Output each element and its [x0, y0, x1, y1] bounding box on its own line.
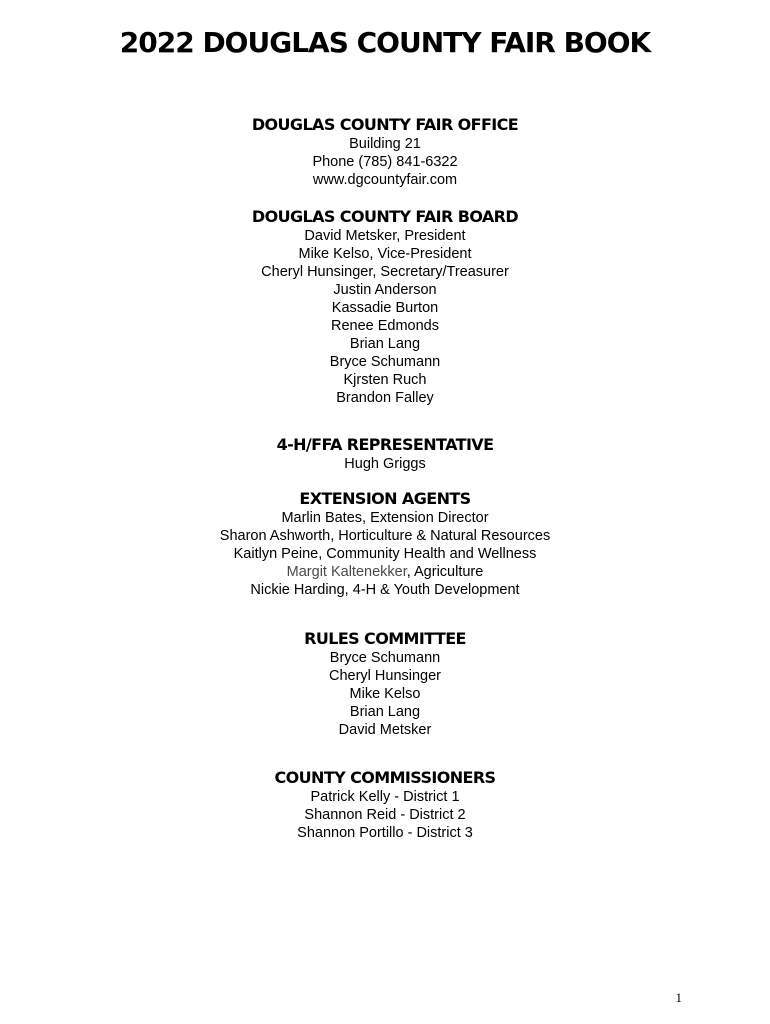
- fair-board-member: Brandon Falley: [336, 390, 434, 406]
- rules-committee-heading: RULES COMMITTEE: [304, 629, 466, 648]
- commissioner: Shannon Reid - District 2: [304, 807, 466, 823]
- extension-agent: Marlin Bates, Extension Director: [281, 510, 489, 526]
- fair-board-member: Kassadie Burton: [331, 300, 439, 316]
- extension-agent: Kaitlyn Peine, Community Health and Wellness: [233, 546, 537, 562]
- fair-board-member: David Metsker, President: [304, 228, 466, 244]
- fair-board-heading: DOUGLAS COUNTY FAIR BOARD: [251, 207, 519, 226]
- fair-board-member: Kjrsten Ruch: [343, 372, 427, 388]
- fair-office-section: [0, 115, 770, 189]
- extension-agents-heading: EXTENSION AGENTS: [299, 489, 471, 508]
- rules-committee-member: Bryce Schumann: [329, 650, 441, 666]
- extension-agent: Sharon Ashworth, Horticulture & Natural Resources: [219, 528, 551, 544]
- extension-agent: Nickie Harding, 4-H & Youth Development: [250, 582, 520, 598]
- fair-board-section: [0, 207, 770, 407]
- fair-office-website: www.dgcountyfair.com: [312, 172, 458, 188]
- rules-committee-member: Mike Kelso: [349, 686, 421, 702]
- page-number: 1: [675, 990, 682, 1005]
- page-title: 2022 DOUGLAS COUNTY FAIR BOOK: [119, 26, 651, 59]
- commissioner: Shannon Portillo - District 3: [297, 825, 473, 841]
- rules-committee-member: David Metsker: [338, 722, 432, 738]
- extension-agents-section: [0, 489, 770, 599]
- commissioners-heading: COUNTY COMMISSIONERS: [274, 768, 496, 787]
- ffa-rep-name: Hugh Griggs: [344, 456, 426, 472]
- extension-agent-agriculture: [0, 563, 770, 581]
- commissioners-section: [0, 768, 770, 842]
- rules-committee-member: Cheryl Hunsinger: [328, 668, 442, 684]
- rules-committee-section: [0, 629, 770, 739]
- fair-board-member: Mike Kelso, Vice-President: [298, 246, 472, 262]
- fair-board-member: Cheryl Hunsinger, Secretary/Treasurer: [261, 264, 509, 280]
- rules-committee-member: Brian Lang: [349, 704, 421, 720]
- fair-board-member: Brian Lang: [349, 336, 421, 352]
- agriculture-agent-role: , Agriculture: [406, 564, 484, 580]
- fair-board-member: Renee Edmonds: [330, 318, 439, 334]
- commissioner: Patrick Kelly - District 1: [310, 789, 460, 805]
- fair-board-member: Bryce Schumann: [329, 354, 441, 370]
- fair-office-heading: DOUGLAS COUNTY FAIR OFFICE: [251, 115, 519, 134]
- fair-office-building: Building 21: [349, 136, 421, 152]
- fair-board-member: Justin Anderson: [333, 282, 437, 298]
- ffa-rep-section: [0, 435, 770, 473]
- fair-office-phone: Phone (785) 841-6322: [312, 154, 458, 170]
- ffa-rep-heading: 4-H/FFA REPRESENTATIVE: [276, 435, 494, 454]
- agriculture-agent-name: Margit Kaltenekker: [286, 564, 407, 580]
